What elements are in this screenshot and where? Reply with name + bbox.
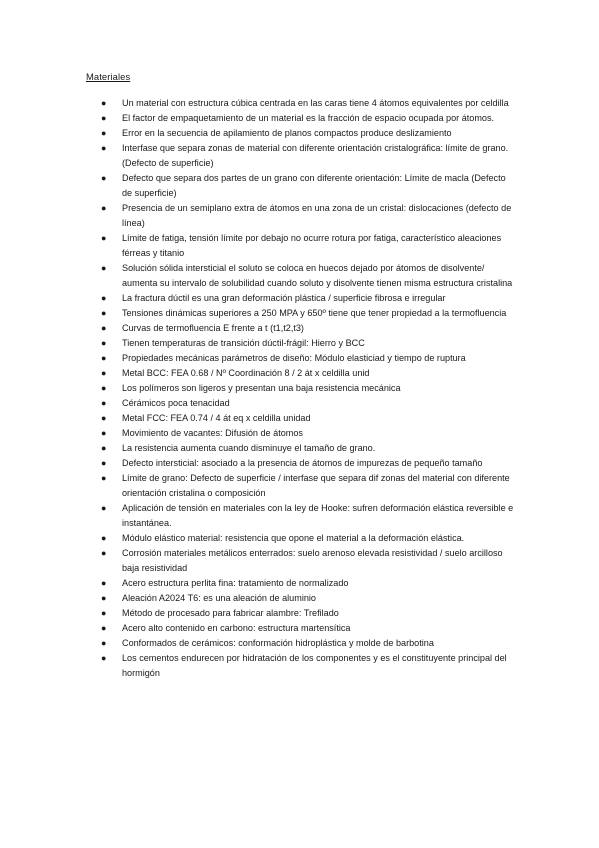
bullet-icon: ● (101, 398, 107, 408)
bullet-icon: ● (101, 128, 107, 138)
list-item (0, 336, 599, 351)
list-item-text: Metal FCC: FEA 0.74 / 4 át eq x celdilla unidad (122, 413, 311, 423)
bullet-icon: ● (101, 323, 107, 333)
list-item-text: Acero alto contenido en carbono: estructura martensítica (122, 623, 351, 633)
section-title: Materiales (86, 71, 131, 82)
list-item (0, 126, 599, 141)
bullet-icon: ● (101, 338, 107, 348)
list-item-text: Límite de grano: Defecto de superficie / interfase que separa dif zonas del material con diferente orientación cristalina o composición (122, 473, 510, 498)
bullet-icon: ● (101, 548, 107, 558)
list-item (0, 321, 599, 336)
list-item-text: Movimiento de vacantes: Difusión de átomos (122, 428, 303, 438)
list-item (0, 651, 599, 681)
list-item (0, 501, 599, 531)
bullet-icon: ● (101, 578, 107, 588)
bullet-icon: ● (101, 308, 107, 318)
list-item-text: Acero estructura perlita fina: tratamiento de normalizado (122, 578, 349, 588)
list-item (0, 456, 599, 471)
list-item-text: El factor de empaquetamiento de un material es la fracción de espacio ocupada por átomos. (122, 113, 495, 123)
bullet-icon: ● (101, 443, 107, 453)
bullet-icon: ● (101, 263, 107, 273)
bullet-icon: ● (101, 293, 107, 303)
list-item-text: Límite de fatiga, tensión límite por debajo no ocurre rotura por fatiga, característico aleaciones férreas y titanio (122, 233, 502, 258)
bullet-icon: ● (101, 503, 107, 513)
list-item (0, 381, 599, 396)
list-item (0, 471, 599, 501)
bullet-icon: ● (101, 428, 107, 438)
list-item-text: La fractura dúctil es una gran deformación plástica / superficie fibrosa e irregular (122, 293, 446, 303)
list-item (0, 231, 599, 261)
list-item (0, 111, 599, 126)
list-item (0, 531, 599, 546)
bullet-icon: ● (101, 383, 107, 393)
list-item-text: Corrosión materiales metálicos enterrados: suelo arenoso elevada resistividad / suelo arcilloso baja resistividad (122, 548, 503, 573)
list-item-text: Propiedades mecánicas parámetros de diseño: Módulo elasticiad y tiempo de ruptura (122, 353, 466, 363)
list-item (0, 441, 599, 456)
list-item-text: Tienen temperaturas de transición dúctil-frágil: Hierro y BCC (122, 338, 365, 348)
list-item (0, 261, 599, 291)
list-item-text: Presencia de un semiplano extra de átomos en una zona de un cristal: dislocaciones (defecto de línea) (122, 203, 512, 228)
bullet-icon: ● (101, 458, 107, 468)
bullet-icon: ● (101, 203, 107, 213)
bullet-icon: ● (101, 623, 107, 633)
bullet-icon: ● (101, 473, 107, 483)
list-item-text: Metal BCC: FEA 0.68 / Nº Coordinación 8 / 2 át x celdilla unid (122, 368, 370, 378)
bullet-icon: ● (101, 143, 107, 153)
list-item (0, 306, 599, 321)
bullet-icon: ● (101, 368, 107, 378)
bullet-icon: ● (101, 653, 107, 663)
list-item (0, 171, 599, 201)
list-item (0, 366, 599, 381)
list-item-text: Solución sólida intersticial el soluto se coloca en huecos dejado por átomos de disolvente/ aumenta su intervalo de solubilidad cuando soluto y disolvente tienen misma estructura cristalina (122, 263, 513, 288)
list-item-text: Los cementos endurecen por hidratación de los componentes y es el constituyente principal del hormigón (122, 653, 507, 678)
bullet-icon: ● (101, 173, 107, 183)
list-item (0, 546, 599, 576)
bullet-icon: ● (101, 413, 107, 423)
list-item-text: Conformados de cerámicos: conformación hidroplástica y molde de barbotina (122, 638, 434, 648)
list-item-text: Aleación A2024 T6: es una aleación de aluminio (122, 593, 316, 603)
list-item-text: Tensiones dinámicas superiores a 250 MPA y 650º tiene que tener propiedad a la termofluencia (122, 308, 507, 318)
list-item (0, 141, 599, 171)
list-item (0, 201, 599, 231)
list-item (0, 291, 599, 306)
list-item (0, 576, 599, 591)
list-item-text: Un material con estructura cúbica centrada en las caras tiene 4 átomos equivalentes por celdilla (122, 98, 509, 108)
list-item (0, 351, 599, 366)
list-item (0, 621, 599, 636)
list-item (0, 591, 599, 606)
list-item-text: Método de procesado para fabricar alambre: Trefilado (122, 608, 339, 618)
list-item-text: Cérámicos poca tenacidad (122, 398, 230, 408)
list-item (0, 636, 599, 651)
bullet-icon: ● (101, 533, 107, 543)
list-item-text: La resistencia aumenta cuando disminuye el tamaño de grano. (122, 443, 376, 453)
list-item-text: Curvas de termofluencia E frente a t (t1,t2,t3) (122, 323, 304, 333)
bullet-icon: ● (101, 593, 107, 603)
list-item (0, 411, 599, 426)
bullet-icon: ● (101, 353, 107, 363)
list-item (0, 96, 599, 111)
bullet-icon: ● (101, 98, 107, 108)
bullet-icon: ● (101, 233, 107, 243)
list-item-text: Error en la secuencia de apilamiento de planos compactos produce deslizamiento (122, 128, 452, 138)
list-item-text: Aplicación de tensión en materiales con la ley de Hooke: sufren deformación elástica reversible e instantánea. (122, 503, 514, 528)
list-item-text: Interfase que separa zonas de material con diferente orientación cristalográfica: límite de grano. (Defecto de superficie) (122, 143, 509, 168)
list-item-text: Defecto que separa dos partes de un grano con diferente orientación: Límite de macla (Defecto de superficie) (122, 173, 506, 198)
list-item-text: Los polímeros son ligeros y presentan una baja resistencia mecánica (122, 383, 401, 393)
list-item (0, 606, 599, 621)
list-item-text: Defecto intersticial: asociado a la presencia de átomos de impurezas de pequeño tamaño (122, 458, 483, 468)
list-item-text: Módulo elástico material: resistencia que opone el material a la deformación elástica. (122, 533, 465, 543)
bullet-icon: ● (101, 638, 107, 648)
bullet-icon: ● (101, 608, 107, 618)
bullet-list (0, 96, 599, 681)
bullet-icon: ● (101, 113, 107, 123)
list-item (0, 426, 599, 441)
list-item (0, 396, 599, 411)
